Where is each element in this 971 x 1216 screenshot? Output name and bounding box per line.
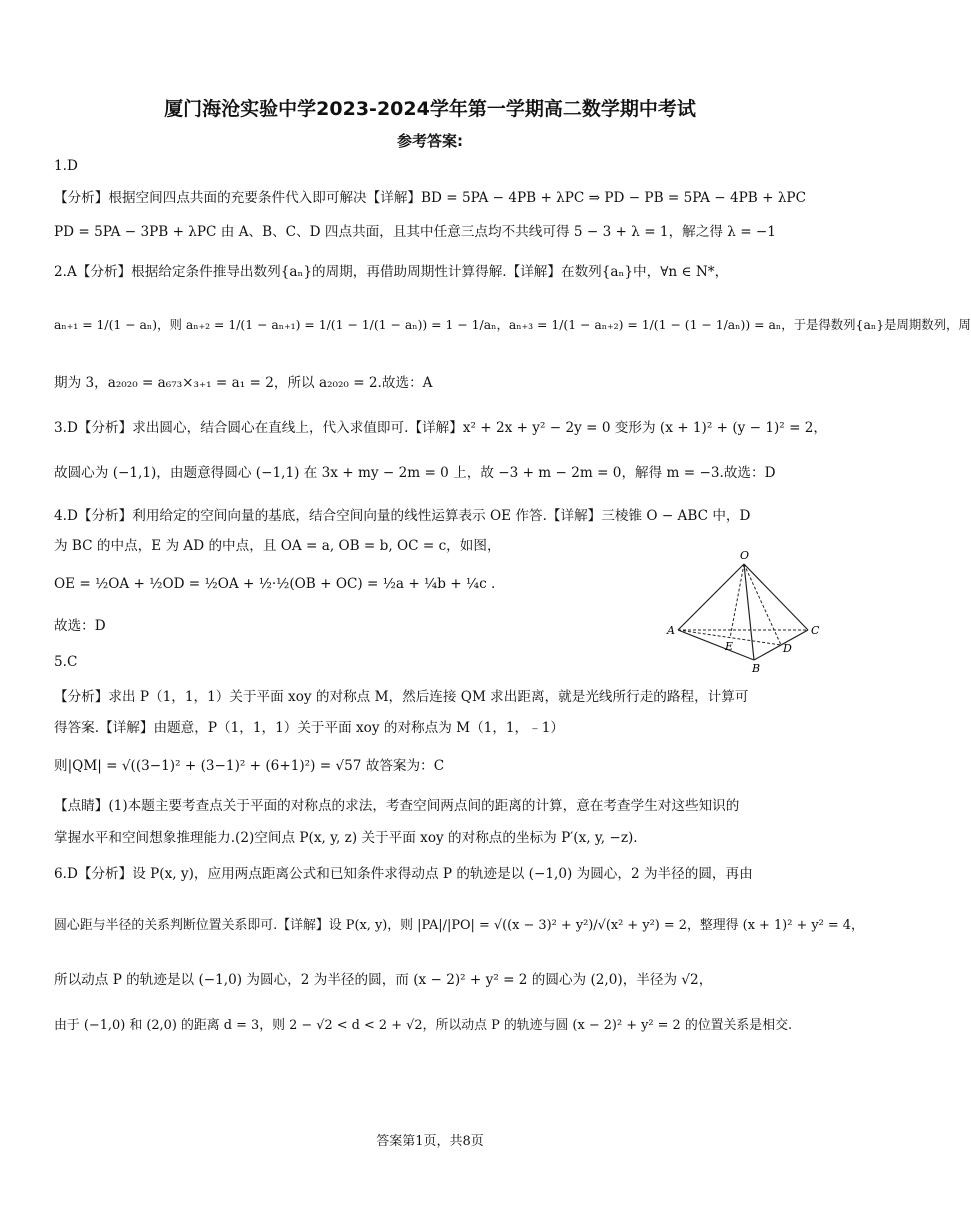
answer-5-line-1: 5.C bbox=[54, 654, 78, 670]
answer-5-line-4: 则|QM| = √((3−1)² + (3−1)² + (6+1)²) = √57 故答案为：C bbox=[54, 758, 445, 774]
answer-2-line-2: aₙ₊₁ = 1/(1 − aₙ)，则 aₙ₊₂ = 1/(1 − aₙ₊₁) = 1/(1 − 1/(1 − aₙ)) = 1 − 1/aₙ，aₙ₊₃ = 1/(1 − aₙ₊₂) = 1/(1 − (1 − 1/aₙ)) = aₙ，于是得数列{aₙ}是周期数列，周 bbox=[54, 317, 971, 332]
edge-oa bbox=[678, 564, 744, 630]
answer-6-line-2: 圆心距与半径的关系判断位置关系即可.【详解】设 P(x, y)，则 |PA|/|PO| = √((x − 3)² + y²)/√(x² + y²) = 2，整理得 (x + 1)² + y² = 4， bbox=[54, 918, 864, 933]
label-o: O bbox=[740, 549, 750, 562]
label-a: A bbox=[667, 624, 675, 637]
edge-oc bbox=[744, 564, 808, 630]
answer-5-line-3: 得答案.【详解】由题意，P（1，1，1）关于平面 xoy 的对称点为 M（1，1，﹣1） bbox=[54, 720, 564, 736]
answer-2-line-3: 期为 3，a₂₀₂₀ = a₆₇₃×₃₊₁ = a₁ = 2，所以 a₂₀₂₀ = 2.故选：A bbox=[54, 375, 433, 391]
answer-1-line-1: 1.D bbox=[54, 158, 78, 174]
label-c: C bbox=[811, 624, 820, 637]
answer-3-line-1: 3.D【分析】求出圆心，结合圆心在直线上，代入求值即可.【详解】x² + 2x + y² − 2y = 0 变形为 (x + 1)² + (y − 1)² = 2， bbox=[54, 420, 828, 436]
page-title: 厦门海沧实验中学2023-2024学年第一学期高二数学期中考试 bbox=[164, 98, 696, 120]
label-d: D bbox=[783, 642, 792, 655]
page-footer: 答案第1页，共8页 bbox=[376, 1134, 484, 1149]
answer-4-line-4: 故选：D bbox=[54, 618, 106, 634]
edge-ab bbox=[678, 630, 754, 660]
answer-3-line-2: 故圆心为 (−1,1)，由题意得圆心 (−1,1) 在 3x + my − 2m = 0 上，故 −3 + m − 2m = 0，解得 m = −3.故选：D bbox=[54, 465, 776, 481]
label-b: B bbox=[752, 662, 761, 675]
answer-5-line-5: 【点睛】(1)本题主要考查点关于平面的对称点的求法，考查空间两点间的距离的计算，意在考查学生对这些知识的 bbox=[54, 798, 740, 814]
answer-1-line-3: PD = 5PA − 3PB + λPC 由 A、B、C、D 四点共面，且其中任意三点均不共线可得 5 − 3 + λ = 1，解之得 λ = −1 bbox=[54, 224, 776, 240]
page-subtitle: 参考答案: bbox=[397, 132, 463, 150]
label-e: E bbox=[725, 640, 734, 653]
answer-6-line-1: 6.D【分析】设 P(x, y)，应用两点距离公式和已知条件求得动点 P 的轨迹是以 (−1,0) 为圆心，2 为半径的圆，再由 bbox=[54, 866, 753, 882]
answer-5-line-6: 掌握水平和空间想象推理能力.(2)空间点 P(x, y, z) 关于平面 xoy 的对称点的坐标为 P′(x, y, −z). bbox=[54, 830, 638, 846]
answer-5-line-2: 【分析】求出 P（1，1，1）关于平面 xoy 的对称点 M，然后连接 QM 求出距离，就是光线所行走的路程，计算可 bbox=[54, 689, 749, 705]
answer-6-line-3: 所以动点 P 的轨迹是以 (−1,0) 为圆心，2 为半径的圆，而 (x − 2)² + y² = 2 的圆心为 (2,0)，半径为 √2， bbox=[54, 972, 713, 988]
tetrahedron-figure bbox=[664, 548, 824, 676]
answer-4-line-1: 4.D【分析】利用给定的空间向量的基底，结合空间向量的线性运算表示 OE 作答.【详解】三棱锥 O − ABC 中，D bbox=[54, 508, 751, 524]
answer-1-line-2: 【分析】根据空间四点共面的充要条件代入即可解决【详解】BD = 5PA − 4PB + λPC ⇒ PD − PB = 5PA − 4PB + λPC bbox=[54, 190, 806, 206]
answer-6-line-4: 由于 (−1,0) 和 (2,0) 的距离 d = 3，则 2 − √2 < d < 2 + √2，所以动点 P 的轨迹与圆 (x − 2)² + y² = 2 的位置关系是相交. bbox=[54, 1018, 793, 1033]
answer-4-line-3: OE = ½OA + ½OD = ½OA + ½·½(OB + OC) = ½a + ¼b + ¼c . bbox=[54, 576, 496, 592]
answer-4-line-2: 为 BC 的中点，E 为 AD 的中点，且 OA = a, OB = b, OC = c，如图， bbox=[54, 538, 501, 554]
edge-ob bbox=[744, 564, 754, 660]
segment-od-dashed bbox=[744, 564, 781, 645]
edge-bc bbox=[754, 630, 808, 660]
answer-2-line-1: 2.A【分析】根据给定条件推导出数列{aₙ}的周期，再借助周期性计算得解.【详解】在数列{aₙ}中，∀n ∈ N*， bbox=[54, 264, 729, 280]
